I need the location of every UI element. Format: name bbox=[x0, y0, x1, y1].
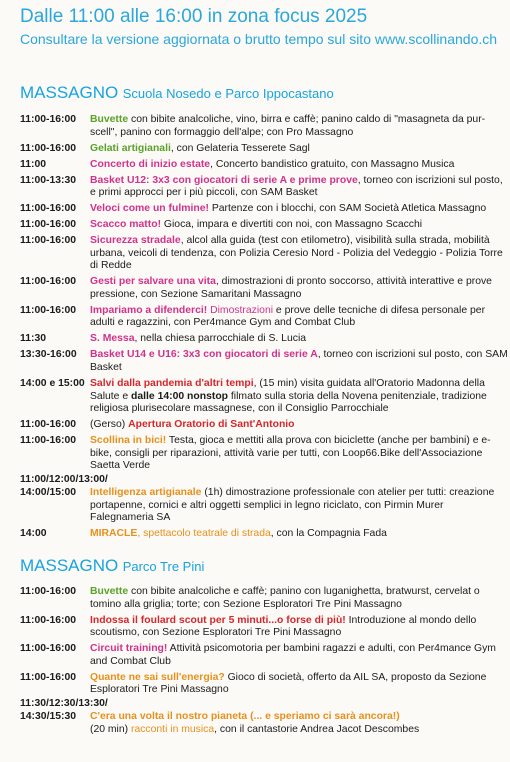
event-text: , Concerto bandistico gratuito, con Massagno Musica bbox=[210, 158, 455, 170]
event-row bbox=[20, 175, 508, 200]
event-row bbox=[20, 203, 508, 216]
event-row bbox=[20, 643, 508, 668]
event-desc bbox=[90, 419, 508, 432]
event-title: Quante ne sai sull'energia? bbox=[90, 671, 225, 683]
event-time: 11:00 bbox=[20, 158, 47, 170]
event-desc bbox=[90, 672, 508, 697]
schedule-list-tre-pini bbox=[20, 586, 508, 740]
event-title: Apertura Oratorio di Sant'Antonio bbox=[128, 419, 295, 431]
event-row bbox=[20, 378, 508, 416]
event-desc bbox=[90, 203, 508, 216]
event-title: Sicurezza stradale bbox=[90, 235, 181, 247]
section-location: Scuola Nosedo e Parco Ippocastano bbox=[122, 86, 334, 101]
event-desc bbox=[90, 643, 508, 668]
event-text: , con la Compagnia Fada bbox=[270, 528, 387, 540]
event-title: Indossa il foulard scout per 5 minuti...o forse di più! bbox=[90, 614, 346, 626]
event-text: Gioco di società, offerto da AIL SA, proposto da Sezione Esploratori Tre Pini Massagno bbox=[90, 671, 487, 696]
event-title: Gesti per salvare una vita bbox=[90, 276, 216, 288]
event-text: , nella chiesa parrocchiale di S. Lucia bbox=[134, 333, 307, 345]
event-title: MIRACLE bbox=[90, 528, 138, 540]
event-text: Gioca, impara e divertiti con noi, con Massagno Scacchi bbox=[161, 219, 423, 231]
page-title: Dalle 11:00 alle 16:00 in zona focus 2025 bbox=[20, 6, 368, 27]
event-text: , alcol alla guida (test con etilometro), visibilità sulla strada, mobilità urbana, veicoli di tendenza, con Polizia Ceresio Nord - Polizia del Vedeggio - Polizia Torre di Redde bbox=[90, 235, 503, 272]
event-time: 11:00-16:00 bbox=[20, 203, 77, 215]
event-desc bbox=[90, 276, 508, 301]
event-time: 11:00-16:00 bbox=[20, 643, 77, 655]
section-heading-nosedo bbox=[20, 83, 334, 103]
event-row bbox=[20, 586, 508, 611]
section-location: Parco Tre Pini bbox=[122, 559, 205, 574]
event-title: Concerto di inizio estate bbox=[90, 158, 211, 170]
event-title: Veloci come un fulmine! bbox=[90, 203, 209, 215]
section-heading-tre-pini bbox=[20, 556, 204, 576]
event-time: 11:00-16:00 bbox=[20, 219, 77, 231]
event-text: e prove delle tecniche di difesa personale per adulti e ragazzini, con Per4mance Gym and Combat Club bbox=[90, 304, 486, 329]
event-row bbox=[20, 615, 508, 640]
event-desc bbox=[90, 435, 508, 473]
event-time: 11:00-16:00 bbox=[20, 235, 77, 247]
event-desc bbox=[90, 159, 508, 172]
event-row bbox=[20, 349, 508, 374]
event-desc bbox=[90, 175, 508, 200]
event-row bbox=[20, 219, 508, 232]
event-row bbox=[20, 672, 508, 697]
event-desc bbox=[90, 349, 508, 374]
event-desc bbox=[90, 143, 508, 156]
event-subtitle: racconti in musica bbox=[131, 723, 215, 735]
event-text: (1h) dimostrazione professionale con atelier per tutti: creazione portapenne, cornici e altri oggetti semplici in legno riciclato, con Pirmin Murer Falegnameria SA bbox=[90, 487, 495, 524]
event-text: Testa, gioca e mettiti alla prova con biciclette (anche per bambini) e e-bike, consigli per riparazioni, attività varie per tutti, con Loop66.Bike dell'Associazione Saetta Verde bbox=[90, 435, 491, 472]
section-place: MASSAGNO bbox=[20, 556, 119, 575]
schedule-list-nosedo bbox=[20, 114, 508, 544]
event-text: , con Gelateria Tesserete Sagl bbox=[170, 142, 310, 154]
event-time: 11:00-16:00 bbox=[20, 114, 77, 125]
event-text: con bibite analcoliche, vino, birra e caffè; panino caldo di "masagneta da pur-scell", panino con formaggio dell'alpe; con Pro Massagno bbox=[90, 114, 486, 138]
event-row bbox=[20, 528, 508, 541]
event-row bbox=[20, 114, 508, 139]
event-subtitle: Dimostrazioni bbox=[207, 304, 274, 316]
event-row bbox=[20, 235, 508, 273]
event-time: 11:00-16:00 bbox=[20, 671, 77, 683]
event-desc bbox=[90, 114, 508, 139]
event-time: 11:30/12:30/13:30/ bbox=[20, 698, 108, 710]
event-row bbox=[20, 487, 508, 525]
event-title: Buvette bbox=[90, 586, 129, 597]
event-text: , torneo con iscrizioni sul posto, e primi approcci per i più piccoli, con SAM Basket bbox=[90, 174, 503, 199]
event-time: 14:00 e 15:00 bbox=[20, 377, 85, 389]
event-subtitle: , spettacolo teatrale di strada bbox=[137, 528, 271, 540]
event-desc bbox=[90, 615, 508, 640]
event-title: Circuit training! bbox=[90, 643, 168, 655]
event-text: Introduzione al mondo dello scoutismo, con Sezione Esploratori Tre Pini Massagno bbox=[90, 614, 477, 639]
event-desc bbox=[90, 586, 508, 611]
page-subtitle: Consultare la versione aggiornata o brutto tempo sul sito www.scollinando.ch bbox=[20, 31, 498, 47]
event-text: Partenze con i blocchi, con SAM Società Atletica Massagno bbox=[208, 203, 487, 215]
event-desc bbox=[90, 378, 508, 416]
event-text: , torneo con iscrizioni sul posto, con SAM Basket bbox=[90, 349, 508, 373]
event-title: Salvi dalla pandemia d'altri tempi bbox=[90, 377, 254, 389]
event-time: 11:00-16:00 bbox=[20, 304, 77, 316]
event-time: 11:00-16:00 bbox=[20, 435, 77, 447]
event-desc bbox=[90, 333, 508, 346]
event-time: 14:00 bbox=[20, 528, 47, 540]
event-row bbox=[20, 711, 508, 736]
event-time: 14:00/15:00 bbox=[20, 487, 77, 499]
event-desc bbox=[90, 711, 508, 736]
event-desc bbox=[90, 528, 508, 541]
event-desc bbox=[90, 219, 508, 232]
event-desc bbox=[90, 235, 508, 273]
event-title: Basket U14 e U16: 3x3 con giocatori di serie A bbox=[90, 349, 318, 361]
event-text: , (15 min) visita guidata all'Oratorio Madonna della Salute e bbox=[90, 377, 485, 402]
event-desc bbox=[90, 487, 508, 525]
event-row bbox=[20, 333, 508, 346]
event-time: 13:30-16:00 bbox=[20, 349, 77, 361]
event-text: con bibite analcoliche e caffè; panino con luganighetta, bratwurst, cervelat o tomino alla griglia; torte; con Sezione Esploratori Tre Pini Massagno bbox=[90, 586, 480, 610]
event-row bbox=[20, 435, 508, 473]
event-title: C'era una volta il nostro pianeta (... e speriamo ci sarà ancora!) bbox=[90, 711, 400, 723]
event-time: 11:00-16:00 bbox=[20, 586, 77, 597]
event-time: 11:00-16:00 bbox=[20, 276, 77, 288]
event-time: 11:00-16:00 bbox=[20, 419, 77, 431]
event-text: , dimostrazioni di pronto soccorso, attività interattive e prove pressione, con Sezione Samaritani Massagno bbox=[90, 276, 492, 300]
event-title: Impariamo a difenderci! bbox=[90, 304, 208, 316]
event-text: Attività psicomotoria per bambini ragazzi e adulti, con Per4mance Gym and Combat Club bbox=[90, 643, 496, 667]
event-row bbox=[20, 276, 508, 301]
event-prefix: (20 min) bbox=[90, 723, 131, 735]
event-title: Gelati artigianali bbox=[90, 142, 171, 154]
event-row bbox=[20, 305, 508, 330]
event-time: 11:00/12:00/13:00/ bbox=[20, 474, 108, 486]
event-time: 11:00-16:00 bbox=[20, 142, 77, 154]
event-title: Basket U12: 3x3 con giocatori di serie A e prime prove bbox=[90, 174, 358, 186]
event-bold-text: dalle 14:00 nonstop bbox=[131, 390, 229, 402]
event-title: S. Messa bbox=[90, 333, 135, 345]
event-row bbox=[20, 159, 508, 172]
event-prefix: (Gerso) bbox=[90, 419, 129, 431]
event-row bbox=[20, 143, 508, 156]
event-text: filmato sulla storia della Novena penitenziale, tradizione religiosa plurisecolare massagnese, con il Consiglio Parrocchiale bbox=[90, 390, 487, 415]
event-time: 11:00-16:00 bbox=[20, 614, 77, 626]
event-time: 14:30/15:30 bbox=[20, 711, 77, 723]
event-row bbox=[20, 419, 508, 432]
section-place: MASSAGNO bbox=[20, 83, 119, 102]
event-desc bbox=[90, 305, 508, 330]
event-title: Scollina in bici! bbox=[90, 435, 167, 447]
event-time: 11:30 bbox=[20, 333, 47, 345]
event-text: , con il cantastorie Andrea Jacot Descombes bbox=[214, 723, 420, 735]
event-title: Buvette bbox=[90, 114, 129, 125]
event-title: Scacco matto! bbox=[90, 219, 162, 231]
event-time: 11:00-13:30 bbox=[20, 174, 77, 186]
event-title: Intelligenza artigianale bbox=[90, 487, 202, 499]
